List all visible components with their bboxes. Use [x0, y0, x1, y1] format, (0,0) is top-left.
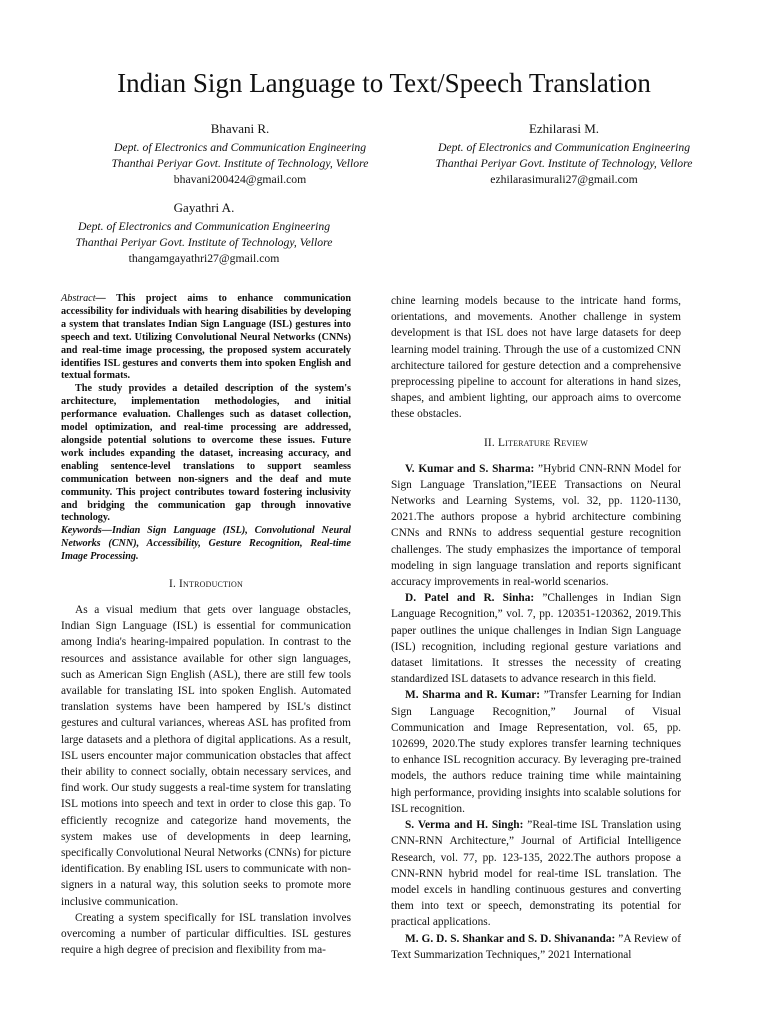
author-dept: Dept. of Electronics and Communication Engineering	[77, 220, 331, 233]
abstract-text: — This project aims to enhance communication accessibility for individuals with hearing disabilities by developing a system that translates Indian Sign Language (ISL) gestures into speech and text. Utilizing Convolutional Neural Networks (CNNs) and real-time image processing, the proposed system accurately identifies ISL gestures and converts them into spoken English and textual formats.	[61, 293, 351, 382]
entry-authors: S. Verma and H. Singh:	[405, 819, 524, 832]
lit-review-entry	[391, 590, 681, 687]
entry-authors: M. Sharma and R. Kumar:	[405, 689, 541, 702]
entry-text: ”Challenges in Indian Sign Language Recognition,” vol. 7, pp. 120351-120362, 2019.This paper outlines the unique challenges in Indian Sign Language (ISL) recognition, including regional gesture variations and dataset limitations. It stresses the necessity of creating standardized ISL datasets to advance research in this field.	[391, 592, 681, 686]
intro-paragraph-2-continued: chine learning models because to the intricate hand forms, orientations, and movements. Another challenge in system development is that ISL does not have large datasets for deep learning model training. Through the use of a customized CNN architecture tailored for gesture detection and a comprehensive preprocessing pipeline to account for alterations in hand sizes, shapes, and ambient lighting, our approach aims to overcome these obstacles.	[391, 295, 681, 421]
author-block-2	[388, 120, 740, 188]
section-heading-literature-review	[391, 435, 681, 451]
lit-review-entry	[391, 817, 681, 930]
intro-paragraph-2: Creating a system specifically for ISL translation involves overcoming a number of particular difficulties. ISL gestures require a high degree of precision and flexibility from ma-	[61, 911, 351, 957]
author-institute: Thanthai Periyar Govt. Institute of Technology, Vellore	[75, 236, 333, 249]
keywords: Keywords—Indian Sign Language (ISL), Convolutional Neural Networks (CNN), Accessibility, Gesture Recognition, Real-time Image Processing.	[61, 525, 351, 563]
author-name: Bhavani R.	[210, 121, 270, 136]
author-email: thangamgayathri27@gmail.com	[128, 252, 280, 265]
abstract-label: Abstract	[61, 293, 96, 304]
author-institute: Thanthai Periyar Govt. Institute of Technology, Vellore	[111, 157, 369, 170]
abstract-paragraph	[61, 293, 351, 383]
author-block-1	[64, 120, 416, 188]
entry-text: ”Hybrid CNN-RNN Model for Sign Language Translation,”IEEE Transactions on Neural Networks and Learning Systems, vol. 32, pp. 1120-1130, 2021.The authors propose a hybrid architecture combining CNNs and RNNs to address sequential gesture recognition challenges. The study emphasizes the importance of temporal modeling in sign language translation and reports significant accuracy improvements in real-world scenarios.	[391, 462, 681, 589]
entry-text: ”A Review of Text Summarization Techniques,” 2021 International	[391, 932, 681, 961]
author-block-3	[30, 199, 378, 267]
entry-authors: V. Kumar and S. Sharma:	[405, 462, 535, 475]
entry-authors: D. Patel and R. Sinha:	[405, 592, 535, 605]
intro-paragraph-1: As a visual medium that gets over language obstacles, Indian Sign Language (ISL) is essential for communication among India's hearing-impaired population. In contrast to the resources and assistance available for other sign languages, such as American Sign English (ASL), there are still few tools available for translating ISL into spoken English. Automated translation systems have been hampered by ISL's distinct gestures and cultural variances, whereas ASL has profited from large datasets and a plethora of digital applications. As a result, ISL users encounter major communication obstacles that affect their ability to connect socially, obtain necessary services, and find work. Our study suggests a real-time system for translating ISL motions into speech and text in order to close this gap. To efficiently recognize and categorize hand movements, the system makes use of developments in deep learning, specifically Convolutional Neural Networks (CNNs) for picture identification. By enabling ISL users to communicate with non-signers in a natural way, this solution seeks to promote more inclusive communication.	[61, 604, 351, 908]
author-name: Ezhilarasi M.	[528, 121, 600, 136]
section-title: Introduction	[179, 578, 243, 591]
paper-title: Indian Sign Language to Text/Speech Translation	[117, 68, 651, 98]
author-dept: Dept. of Electronics and Communication Engineering	[113, 141, 367, 154]
left-column	[61, 293, 351, 959]
section-title: Literature Review	[497, 436, 589, 449]
entry-text: ”Real-time ISL Translation using CNN-RNN Architecture,” Journal of Artificial Intelligence Research, vol. 77, pp. 123-135, 2022.The authors propose a CNN-RNN hybrid model for real-time ISL translation. The model excels in handling continuous gestures and converting them into text or speech, demonstrating its potential for practical applications.	[391, 819, 681, 929]
entry-authors: M. G. D. S. Shankar and S. D. Shivananda:	[405, 932, 616, 945]
right-column	[391, 293, 681, 963]
section-number: II.	[483, 436, 495, 449]
author-name: Gayathri A.	[173, 200, 235, 215]
entry-text: ”Transfer Learning for Indian Sign Language Recognition,” Journal of Visual Communication and Image Representation, vol. 65, pp. 102699, 2020.The study explores transfer learning techniques to enhance ISL recognition accuracy. By leveraging pre-trained models, the authors reduce training time while maintaining high performance, providing insights into scalable solutions for ISL recognition.	[391, 689, 681, 815]
lit-review-entry	[391, 687, 681, 817]
lit-review-entry	[391, 931, 681, 963]
abstract-paragraph-2: The study provides a detailed description of the system's architecture, implementation methodologies, and initial performance evaluation. Challenges such as dataset collection, model optimization, and real-time processing are addressed, alongside potential solutions to overcome these issues. Future work includes expanding the dataset, increasing accuracy, and enabling sentence-level translations to support seamless communication between non-signers and the deaf and mute community. This project contributes toward fostering inclusivity and bridging the communication gap through innovative technology.	[61, 383, 351, 524]
author-dept: Dept. of Electronics and Communication Engineering	[437, 141, 691, 154]
author-email: ezhilarasimurali27@gmail.com	[490, 173, 638, 186]
author-institute: Thanthai Periyar Govt. Institute of Technology, Vellore	[435, 157, 693, 170]
lit-review-entry	[391, 461, 681, 591]
author-email: bhavani200424@gmail.com	[173, 173, 307, 186]
section-number: I.	[168, 578, 176, 591]
section-heading-introduction	[61, 576, 351, 592]
